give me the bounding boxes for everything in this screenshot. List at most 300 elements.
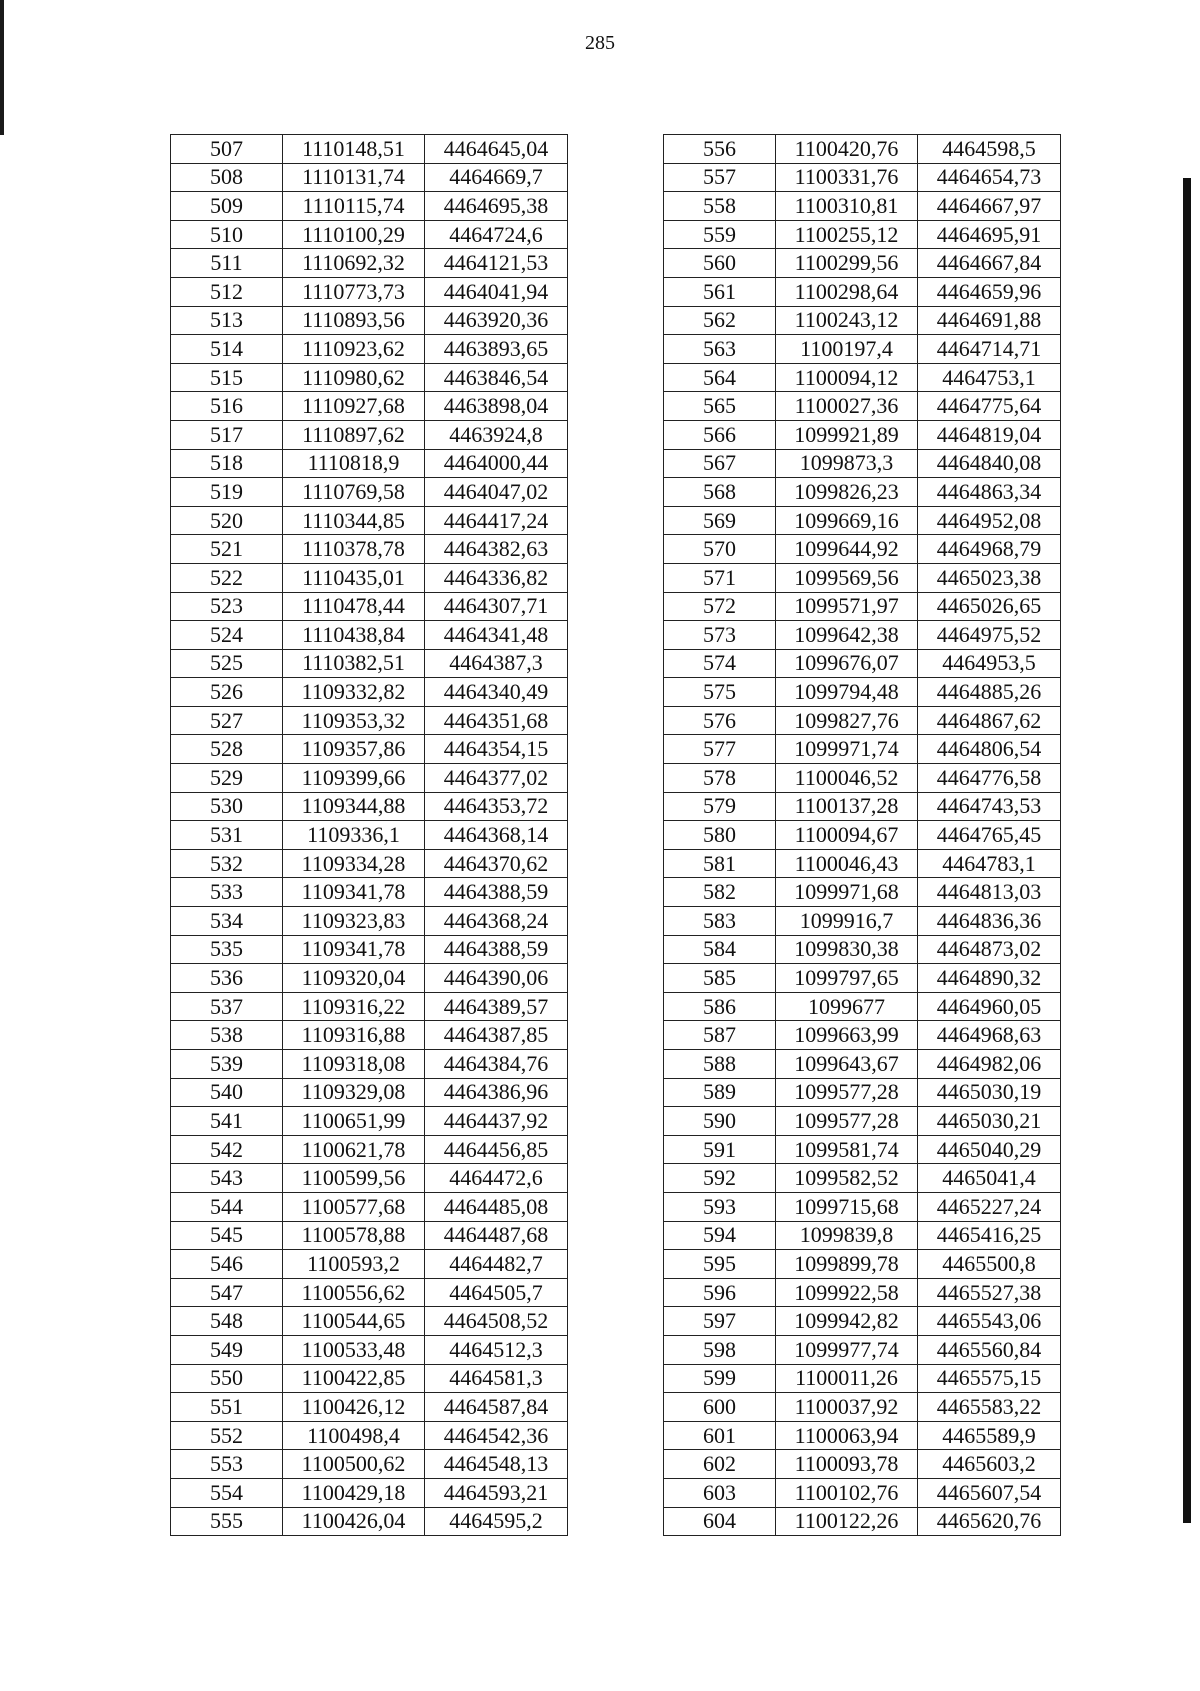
table-row [171, 1421, 568, 1450]
x-coordinate-cell: 1100533,48 [283, 1335, 425, 1364]
x-coordinate-cell: 1100298,64 [776, 277, 918, 306]
y-coordinate-cell: 4464669,7 [425, 163, 568, 192]
table-row [171, 449, 568, 478]
x-coordinate-cell: 1100122,26 [776, 1507, 918, 1536]
table-row [664, 1021, 1061, 1050]
coordinates-table-left [170, 134, 568, 1536]
x-coordinate-cell: 1100593,2 [283, 1250, 425, 1279]
y-coordinate-cell: 4464542,36 [425, 1421, 568, 1450]
table-row [664, 764, 1061, 793]
x-coordinate-cell: 1099644,92 [776, 535, 918, 564]
table-row [171, 849, 568, 878]
x-coordinate-cell: 1100577,68 [283, 1192, 425, 1221]
table-row [171, 1450, 568, 1479]
table-row [664, 1050, 1061, 1079]
y-coordinate-cell: 4464370,62 [425, 849, 568, 878]
point-number-cell: 575 [664, 678, 776, 707]
point-number-cell: 525 [171, 649, 283, 678]
table-row [171, 277, 568, 306]
point-number-cell: 600 [664, 1393, 776, 1422]
table-row [171, 878, 568, 907]
point-number-cell: 521 [171, 535, 283, 564]
x-coordinate-cell: 1110344,85 [283, 506, 425, 535]
y-coordinate-cell: 4465030,21 [918, 1107, 1061, 1136]
coordinates-table-right-body [664, 135, 1061, 1536]
point-number-cell: 599 [664, 1364, 776, 1393]
table-row [171, 478, 568, 507]
x-coordinate-cell: 1099839,8 [776, 1221, 918, 1250]
table-row [171, 1364, 568, 1393]
point-number-cell: 574 [664, 649, 776, 678]
y-coordinate-cell: 4464487,68 [425, 1221, 568, 1250]
table-row [664, 621, 1061, 650]
y-coordinate-cell: 4464836,36 [918, 907, 1061, 936]
point-number-cell: 584 [664, 935, 776, 964]
y-coordinate-cell: 4464667,84 [918, 249, 1061, 278]
point-number-cell: 594 [664, 1221, 776, 1250]
y-coordinate-cell: 4465500,8 [918, 1250, 1061, 1279]
table-row [664, 907, 1061, 936]
x-coordinate-cell: 1110923,62 [283, 335, 425, 364]
table-row [171, 1135, 568, 1164]
table-row [664, 392, 1061, 421]
y-coordinate-cell: 4464341,48 [425, 621, 568, 650]
x-coordinate-cell: 1099899,78 [776, 1250, 918, 1279]
y-coordinate-cell: 4464765,45 [918, 821, 1061, 850]
y-coordinate-cell: 4464776,58 [918, 764, 1061, 793]
table-row [664, 1393, 1061, 1422]
y-coordinate-cell: 4464387,3 [425, 649, 568, 678]
x-coordinate-cell: 1110382,51 [283, 649, 425, 678]
table-row [664, 878, 1061, 907]
y-coordinate-cell: 4465583,22 [918, 1393, 1061, 1422]
table-row [171, 1250, 568, 1279]
x-coordinate-cell: 1110478,44 [283, 592, 425, 621]
point-number-cell: 569 [664, 506, 776, 535]
x-coordinate-cell: 1100243,12 [776, 306, 918, 335]
table-row [664, 1307, 1061, 1336]
x-coordinate-cell: 1100037,92 [776, 1393, 918, 1422]
point-number-cell: 515 [171, 363, 283, 392]
x-coordinate-cell: 1099977,74 [776, 1335, 918, 1364]
x-coordinate-cell: 1109318,08 [283, 1050, 425, 1079]
y-coordinate-cell: 4464437,92 [425, 1107, 568, 1136]
x-coordinate-cell: 1110438,84 [283, 621, 425, 650]
y-coordinate-cell: 4463893,65 [425, 335, 568, 364]
x-coordinate-cell: 1099921,89 [776, 420, 918, 449]
point-number-cell: 601 [664, 1421, 776, 1450]
x-coordinate-cell: 1109320,04 [283, 964, 425, 993]
table-row [664, 1364, 1061, 1393]
point-number-cell: 510 [171, 220, 283, 249]
table-row [664, 1078, 1061, 1107]
y-coordinate-cell: 4465603,2 [918, 1450, 1061, 1479]
x-coordinate-cell: 1100544,65 [283, 1307, 425, 1336]
table-row [664, 363, 1061, 392]
x-coordinate-cell: 1110100,29 [283, 220, 425, 249]
y-coordinate-cell: 4465026,65 [918, 592, 1061, 621]
x-coordinate-cell: 1100046,43 [776, 849, 918, 878]
point-number-cell: 513 [171, 306, 283, 335]
table-row [171, 363, 568, 392]
y-coordinate-cell: 4464873,02 [918, 935, 1061, 964]
y-coordinate-cell: 4464417,24 [425, 506, 568, 535]
x-coordinate-cell: 1100094,12 [776, 363, 918, 392]
point-number-cell: 590 [664, 1107, 776, 1136]
point-number-cell: 535 [171, 935, 283, 964]
x-coordinate-cell: 1099873,3 [776, 449, 918, 478]
x-coordinate-cell: 1100500,62 [283, 1450, 425, 1479]
y-coordinate-cell: 4464659,96 [918, 277, 1061, 306]
table-row [664, 735, 1061, 764]
point-number-cell: 578 [664, 764, 776, 793]
point-number-cell: 543 [171, 1164, 283, 1193]
point-number-cell: 534 [171, 907, 283, 936]
y-coordinate-cell: 4464047,02 [425, 478, 568, 507]
table-row [171, 135, 568, 164]
point-number-cell: 517 [171, 420, 283, 449]
point-number-cell: 544 [171, 1192, 283, 1221]
table-row [664, 277, 1061, 306]
table-row [171, 1393, 568, 1422]
x-coordinate-cell: 1100498,4 [283, 1421, 425, 1450]
point-number-cell: 579 [664, 792, 776, 821]
y-coordinate-cell: 4464336,82 [425, 563, 568, 592]
table-row [171, 706, 568, 735]
table-row [664, 1507, 1061, 1536]
point-number-cell: 582 [664, 878, 776, 907]
x-coordinate-cell: 1099581,74 [776, 1135, 918, 1164]
x-coordinate-cell: 1100331,76 [776, 163, 918, 192]
point-number-cell: 565 [664, 392, 776, 421]
table-row [171, 1278, 568, 1307]
point-number-cell: 519 [171, 478, 283, 507]
y-coordinate-cell: 4464968,63 [918, 1021, 1061, 1050]
point-number-cell: 545 [171, 1221, 283, 1250]
point-number-cell: 572 [664, 592, 776, 621]
y-coordinate-cell: 4464645,04 [425, 135, 568, 164]
table-row [664, 306, 1061, 335]
table-row [664, 1164, 1061, 1193]
point-number-cell: 552 [171, 1421, 283, 1450]
table-row [664, 135, 1061, 164]
point-number-cell: 586 [664, 992, 776, 1021]
x-coordinate-cell: 1100094,67 [776, 821, 918, 850]
y-coordinate-cell: 4464953,5 [918, 649, 1061, 678]
table-row [171, 1078, 568, 1107]
x-coordinate-cell: 1099971,68 [776, 878, 918, 907]
point-number-cell: 581 [664, 849, 776, 878]
y-coordinate-cell: 4464813,03 [918, 878, 1061, 907]
y-coordinate-cell: 4464743,53 [918, 792, 1061, 821]
table-row [664, 478, 1061, 507]
point-number-cell: 551 [171, 1393, 283, 1422]
x-coordinate-cell: 1099582,52 [776, 1164, 918, 1193]
y-coordinate-cell: 4464377,02 [425, 764, 568, 793]
point-number-cell: 558 [664, 192, 776, 221]
x-coordinate-cell: 1099715,68 [776, 1192, 918, 1221]
point-number-cell: 520 [171, 506, 283, 535]
y-coordinate-cell: 4465416,25 [918, 1221, 1061, 1250]
table-row [664, 1107, 1061, 1136]
table-row [664, 506, 1061, 535]
x-coordinate-cell: 1109336,1 [283, 821, 425, 850]
x-coordinate-cell: 1110378,78 [283, 535, 425, 564]
y-coordinate-cell: 4464890,32 [918, 964, 1061, 993]
y-coordinate-cell: 4464840,08 [918, 449, 1061, 478]
y-coordinate-cell: 4464000,44 [425, 449, 568, 478]
y-coordinate-cell: 4464505,7 [425, 1278, 568, 1307]
y-coordinate-cell: 4463846,54 [425, 363, 568, 392]
x-coordinate-cell: 1099916,7 [776, 907, 918, 936]
table-row [171, 907, 568, 936]
point-number-cell: 511 [171, 249, 283, 278]
y-coordinate-cell: 4464775,64 [918, 392, 1061, 421]
x-coordinate-cell: 1100420,76 [776, 135, 918, 164]
x-coordinate-cell: 1109316,22 [283, 992, 425, 1021]
y-coordinate-cell: 4464482,7 [425, 1250, 568, 1279]
table-row [664, 706, 1061, 735]
point-number-cell: 532 [171, 849, 283, 878]
table-row [664, 678, 1061, 707]
point-number-cell: 553 [171, 1450, 283, 1479]
table-row [664, 1278, 1061, 1307]
table-row [664, 1192, 1061, 1221]
x-coordinate-cell: 1109329,08 [283, 1078, 425, 1107]
y-coordinate-cell: 4464512,3 [425, 1335, 568, 1364]
table-row [171, 1050, 568, 1079]
y-coordinate-cell: 4464386,96 [425, 1078, 568, 1107]
y-coordinate-cell: 4464508,52 [425, 1307, 568, 1336]
y-coordinate-cell: 4464384,76 [425, 1050, 568, 1079]
point-number-cell: 522 [171, 563, 283, 592]
y-coordinate-cell: 4465607,54 [918, 1478, 1061, 1507]
page-number: 285 [585, 32, 615, 54]
table-row [171, 592, 568, 621]
y-coordinate-cell: 4464593,21 [425, 1478, 568, 1507]
table-row [171, 792, 568, 821]
table-row [664, 992, 1061, 1021]
point-number-cell: 514 [171, 335, 283, 364]
scan-edge-bar [1183, 178, 1191, 1523]
table-row [664, 535, 1061, 564]
table-row [664, 821, 1061, 850]
x-coordinate-cell: 1099676,07 [776, 649, 918, 678]
x-coordinate-cell: 1109344,88 [283, 792, 425, 821]
x-coordinate-cell: 1100102,76 [776, 1478, 918, 1507]
point-number-cell: 585 [664, 964, 776, 993]
point-number-cell: 539 [171, 1050, 283, 1079]
x-coordinate-cell: 1109332,82 [283, 678, 425, 707]
point-number-cell: 592 [664, 1164, 776, 1193]
y-coordinate-cell: 4464691,88 [918, 306, 1061, 335]
point-number-cell: 530 [171, 792, 283, 821]
x-coordinate-cell: 1100310,81 [776, 192, 918, 221]
point-number-cell: 570 [664, 535, 776, 564]
x-coordinate-cell: 1100197,4 [776, 335, 918, 364]
y-coordinate-cell: 4465040,29 [918, 1135, 1061, 1164]
y-coordinate-cell: 4465589,9 [918, 1421, 1061, 1450]
table-row [171, 535, 568, 564]
table-row [171, 964, 568, 993]
y-coordinate-cell: 4465227,24 [918, 1192, 1061, 1221]
point-number-cell: 540 [171, 1078, 283, 1107]
table-row [171, 1507, 568, 1536]
y-coordinate-cell: 4464975,52 [918, 621, 1061, 650]
point-number-cell: 516 [171, 392, 283, 421]
y-coordinate-cell: 4464806,54 [918, 735, 1061, 764]
table-row [664, 1135, 1061, 1164]
point-number-cell: 555 [171, 1507, 283, 1536]
table-row [664, 192, 1061, 221]
x-coordinate-cell: 1100422,85 [283, 1364, 425, 1393]
table-row [171, 1221, 568, 1250]
x-coordinate-cell: 1100255,12 [776, 220, 918, 249]
x-coordinate-cell: 1099830,38 [776, 935, 918, 964]
y-coordinate-cell: 4464595,2 [425, 1507, 568, 1536]
point-number-cell: 603 [664, 1478, 776, 1507]
y-coordinate-cell: 4464121,53 [425, 249, 568, 278]
y-coordinate-cell: 4464581,3 [425, 1364, 568, 1393]
table-row [171, 392, 568, 421]
table-row [171, 1307, 568, 1336]
x-coordinate-cell: 1109353,32 [283, 706, 425, 735]
y-coordinate-cell: 4463898,04 [425, 392, 568, 421]
x-coordinate-cell: 1110773,73 [283, 277, 425, 306]
point-number-cell: 588 [664, 1050, 776, 1079]
x-coordinate-cell: 1100046,52 [776, 764, 918, 793]
point-number-cell: 597 [664, 1307, 776, 1336]
point-number-cell: 564 [664, 363, 776, 392]
point-number-cell: 537 [171, 992, 283, 1021]
y-coordinate-cell: 4464667,97 [918, 192, 1061, 221]
point-number-cell: 554 [171, 1478, 283, 1507]
table-row [171, 1192, 568, 1221]
point-number-cell: 577 [664, 735, 776, 764]
y-coordinate-cell: 4464382,63 [425, 535, 568, 564]
table-row [664, 792, 1061, 821]
x-coordinate-cell: 1100651,99 [283, 1107, 425, 1136]
x-coordinate-cell: 1110893,56 [283, 306, 425, 335]
y-coordinate-cell: 4464388,59 [425, 878, 568, 907]
y-coordinate-cell: 4464351,68 [425, 706, 568, 735]
y-coordinate-cell: 4465527,38 [918, 1278, 1061, 1307]
x-coordinate-cell: 1100556,62 [283, 1278, 425, 1307]
x-coordinate-cell: 1110818,9 [283, 449, 425, 478]
point-number-cell: 512 [171, 277, 283, 306]
x-coordinate-cell: 1099942,82 [776, 1307, 918, 1336]
table-row [171, 1021, 568, 1050]
table-row [171, 220, 568, 249]
x-coordinate-cell: 1099571,97 [776, 592, 918, 621]
y-coordinate-cell: 4464587,84 [425, 1393, 568, 1422]
y-coordinate-cell: 4463924,8 [425, 420, 568, 449]
x-coordinate-cell: 1110769,58 [283, 478, 425, 507]
point-number-cell: 562 [664, 306, 776, 335]
y-coordinate-cell: 4464783,1 [918, 849, 1061, 878]
table-row [664, 649, 1061, 678]
point-number-cell: 538 [171, 1021, 283, 1050]
x-coordinate-cell: 1099663,99 [776, 1021, 918, 1050]
point-number-cell: 560 [664, 249, 776, 278]
y-coordinate-cell: 4464387,85 [425, 1021, 568, 1050]
y-coordinate-cell: 4464368,14 [425, 821, 568, 850]
x-coordinate-cell: 1110692,32 [283, 249, 425, 278]
y-coordinate-cell: 4463920,36 [425, 306, 568, 335]
x-coordinate-cell: 1099922,58 [776, 1278, 918, 1307]
scan-binding-edge [0, 0, 4, 135]
point-number-cell: 563 [664, 335, 776, 364]
y-coordinate-cell: 4464354,15 [425, 735, 568, 764]
x-coordinate-cell: 1099642,38 [776, 621, 918, 650]
y-coordinate-cell: 4464388,59 [425, 935, 568, 964]
y-coordinate-cell: 4464714,71 [918, 335, 1061, 364]
x-coordinate-cell: 1109357,86 [283, 735, 425, 764]
table-row [171, 506, 568, 535]
x-coordinate-cell: 1100426,12 [283, 1393, 425, 1422]
x-coordinate-cell: 1100578,88 [283, 1221, 425, 1250]
table-row [664, 1250, 1061, 1279]
table-row [171, 249, 568, 278]
x-coordinate-cell: 1100299,56 [776, 249, 918, 278]
table-row [664, 1450, 1061, 1479]
table-row [171, 192, 568, 221]
table-row [171, 306, 568, 335]
point-number-cell: 557 [664, 163, 776, 192]
y-coordinate-cell: 4465041,4 [918, 1164, 1061, 1193]
point-number-cell: 602 [664, 1450, 776, 1479]
coordinates-table-left-body [171, 135, 568, 1536]
point-number-cell: 508 [171, 163, 283, 192]
x-coordinate-cell: 1109341,78 [283, 935, 425, 964]
table-row [664, 249, 1061, 278]
x-coordinate-cell: 1100027,36 [776, 392, 918, 421]
y-coordinate-cell: 4464982,06 [918, 1050, 1061, 1079]
point-number-cell: 604 [664, 1507, 776, 1536]
x-coordinate-cell: 1109341,78 [283, 878, 425, 907]
point-number-cell: 549 [171, 1335, 283, 1364]
y-coordinate-cell: 4464819,04 [918, 420, 1061, 449]
point-number-cell: 591 [664, 1135, 776, 1164]
point-number-cell: 561 [664, 277, 776, 306]
y-coordinate-cell: 4465030,19 [918, 1078, 1061, 1107]
coordinates-table-right [663, 134, 1061, 1536]
point-number-cell: 587 [664, 1021, 776, 1050]
table-row [171, 992, 568, 1021]
x-coordinate-cell: 1110148,51 [283, 135, 425, 164]
table-row [664, 163, 1061, 192]
point-number-cell: 518 [171, 449, 283, 478]
point-number-cell: 573 [664, 621, 776, 650]
table-row [171, 621, 568, 650]
y-coordinate-cell: 4464041,94 [425, 277, 568, 306]
x-coordinate-cell: 1109316,88 [283, 1021, 425, 1050]
y-coordinate-cell: 4465543,06 [918, 1307, 1061, 1336]
table-row [664, 1221, 1061, 1250]
x-coordinate-cell: 1099826,23 [776, 478, 918, 507]
point-number-cell: 509 [171, 192, 283, 221]
y-coordinate-cell: 4464960,05 [918, 992, 1061, 1021]
table-row [664, 449, 1061, 478]
point-number-cell: 531 [171, 821, 283, 850]
x-coordinate-cell: 1099669,16 [776, 506, 918, 535]
x-coordinate-cell: 1110115,74 [283, 192, 425, 221]
x-coordinate-cell: 1099794,48 [776, 678, 918, 707]
point-number-cell: 527 [171, 706, 283, 735]
y-coordinate-cell: 4465620,76 [918, 1507, 1061, 1536]
table-row [664, 335, 1061, 364]
table-row [664, 1421, 1061, 1450]
